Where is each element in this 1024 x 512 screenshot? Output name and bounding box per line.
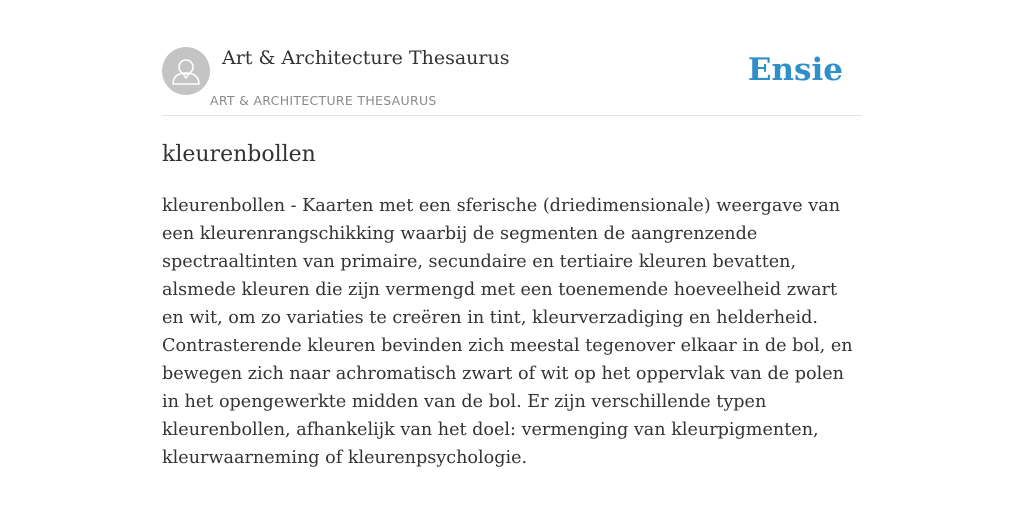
user-icon	[162, 47, 210, 95]
entry-header	[162, 46, 862, 116]
entry-card	[162, 46, 862, 472]
source-label[interactable]: ART & ARCHITECTURE THESAURUS	[210, 93, 437, 108]
entry-definition: kleurenbollen - Kaarten met een sferische (driedimensionale) weergave van een kleurenrangschikking waarbij de segmenten de aangrenzende spectraaltinten van primaire, secundaire en tertiaire kleuren bevatten, alsmede kleuren die zijn vermengd met een toenemende hoeveelheid zwart en wit, om zo variaties te creëren in tint, kleurverzadiging en helderheid. Contrasterende kleuren bevinden zich meestal tegenover elkaar in de bol, en bewegen zich naar achromatisch zwart of wit op het oppervlak van de polen in het opengewerkte midden van de bol. Er zijn verschillende typen kleurenbollen, afhankelijk van het doel: vermenging van kleurpigmenten, kleurwaarneming of kleurenpsychologie.	[162, 196, 853, 468]
entry-title: kleurenbollen	[162, 142, 316, 167]
ensie-logo[interactable]: Ensie	[747, 52, 843, 88]
author-name[interactable]: Art & Architecture Thesaurus	[222, 47, 510, 69]
avatar[interactable]	[162, 47, 210, 95]
